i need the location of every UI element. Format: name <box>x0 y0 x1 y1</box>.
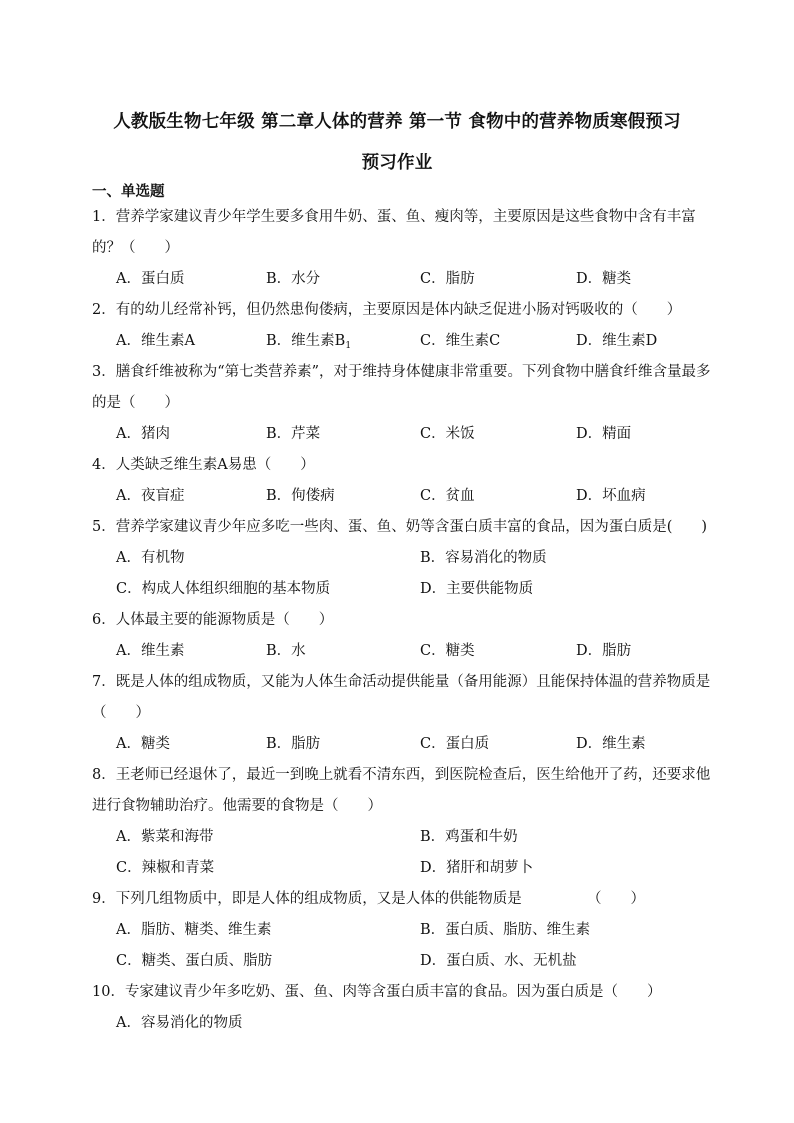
option-d: D．主要供能物质 <box>420 581 534 597</box>
options-3 <box>116 419 736 450</box>
option-a: A．猪肉 <box>116 426 170 442</box>
option-a: A．蛋白质 <box>116 271 185 287</box>
options-8-row2 <box>116 853 736 884</box>
option-d: D．蛋白质、水、无机盐 <box>420 953 577 969</box>
option-a: A．维生素A <box>116 333 195 349</box>
option-a: A．维生素 <box>116 643 185 659</box>
option-c: C．辣椒和青菜 <box>116 860 215 876</box>
option-b-text: B．维生素B <box>266 333 346 349</box>
option-d: D．精面 <box>576 426 632 442</box>
option-c: C．糖类 <box>420 643 475 659</box>
option-d: D．坏血病 <box>576 488 646 504</box>
question-4: 4．人类缺乏维生素A易患（ ） <box>92 457 315 473</box>
subscript: 1 <box>345 341 352 351</box>
options-10 <box>116 1008 736 1039</box>
options-9-row2 <box>116 946 736 977</box>
question-8: 8．王老师已经退休了，最近一到晚上就看不清东西，到医院检查后，医生给他开了药，还要求他进行食物辅助治疗。他需要的食物是（ ） <box>92 767 711 814</box>
option-b: B．鸡蛋和牛奶 <box>420 829 518 845</box>
option-c: C．维生素C <box>420 333 501 349</box>
option-b: B．佝偻病 <box>266 488 335 504</box>
question-5: 5．营养学家建议青少年应多吃一些肉、蛋、鱼、奶等含蛋白质丰富的食品，因为蛋白质是( ) <box>92 519 708 535</box>
option-d: D．糖类 <box>576 271 632 287</box>
options-5-row2 <box>116 574 736 605</box>
option-a: A．脂肪、糖类、维生素 <box>116 922 272 938</box>
option-b <box>266 326 351 357</box>
option-a: A．糖类 <box>116 736 170 752</box>
options-6 <box>116 636 736 667</box>
options-9-row1 <box>116 915 736 946</box>
option-c: C．糖类、蛋白质、脂肪 <box>116 953 273 969</box>
document-subtitle: 预习作业 <box>361 153 433 173</box>
question-9: 9．下列几组物质中，即是人体的组成物质，又是人体的供能物质是 （ ） <box>92 891 645 907</box>
option-c: C．米饭 <box>420 426 475 442</box>
question-10: 10．专家建议青少年多吃奶、蛋、鱼、肉等含蛋白质丰富的食品。因为蛋白质是（ ） <box>92 984 662 1000</box>
question-1: 1．营养学家建议青少年学生要多食用牛奶、蛋、鱼、瘦肉等，主要原因是这些食物中含有丰富的？（ ） <box>92 209 696 256</box>
options-8-row1 <box>116 822 736 853</box>
question-6: 6．人体最主要的能源物质是（ ） <box>92 612 334 628</box>
option-d: D．维生素 <box>576 736 646 752</box>
document-title: 人教版生物七年级 第二章人体的营养 第一节 食物中的营养物质寒假预习 <box>113 112 681 132</box>
option-c: C．蛋白质 <box>420 736 490 752</box>
question-7: 7．既是人体的组成物质，又能为人体生命活动提供能量（备用能源）且能保持体温的营养物质是（ ） <box>92 674 711 721</box>
option-d: D．脂肪 <box>576 643 632 659</box>
question-3: 3．膳食纤维被称为“第七类营养素”，对于维持身体健康非常重要。下列食物中膳食纤维含量最多的是（ ） <box>92 364 711 411</box>
options-4 <box>116 481 736 512</box>
options-1 <box>116 264 736 295</box>
option-c: C．构成人体组织细胞的基本物质 <box>116 581 331 597</box>
options-2 <box>116 326 736 357</box>
option-b: B．脂肪 <box>266 736 321 752</box>
option-b: B．容易消化的物质 <box>420 550 547 566</box>
option-a: A．夜盲症 <box>116 488 185 504</box>
options-7 <box>116 729 736 760</box>
question-2: 2．有的幼儿经常补钙，但仍然患佝偻病，主要原因是体内缺乏促进小肠对钙吸收的（ ） <box>92 302 682 318</box>
option-b: B．水 <box>266 643 306 659</box>
options-5-row1 <box>116 543 736 574</box>
section-heading: 一、单选题 <box>92 184 165 200</box>
option-d: D．猪肝和胡萝卜 <box>420 860 534 876</box>
option-a: A．紫菜和海带 <box>116 829 214 845</box>
option-b: B．水分 <box>266 271 321 287</box>
option-b: B．蛋白质、脂肪、维生素 <box>420 922 591 938</box>
option-d: D．维生素D <box>576 333 658 349</box>
option-c: C．贫血 <box>420 488 475 504</box>
option-b: B．芹菜 <box>266 426 321 442</box>
option-a: A．有机物 <box>116 550 185 566</box>
option-c: C．脂肪 <box>420 271 475 287</box>
option-a: A．容易消化的物质 <box>116 1015 243 1031</box>
